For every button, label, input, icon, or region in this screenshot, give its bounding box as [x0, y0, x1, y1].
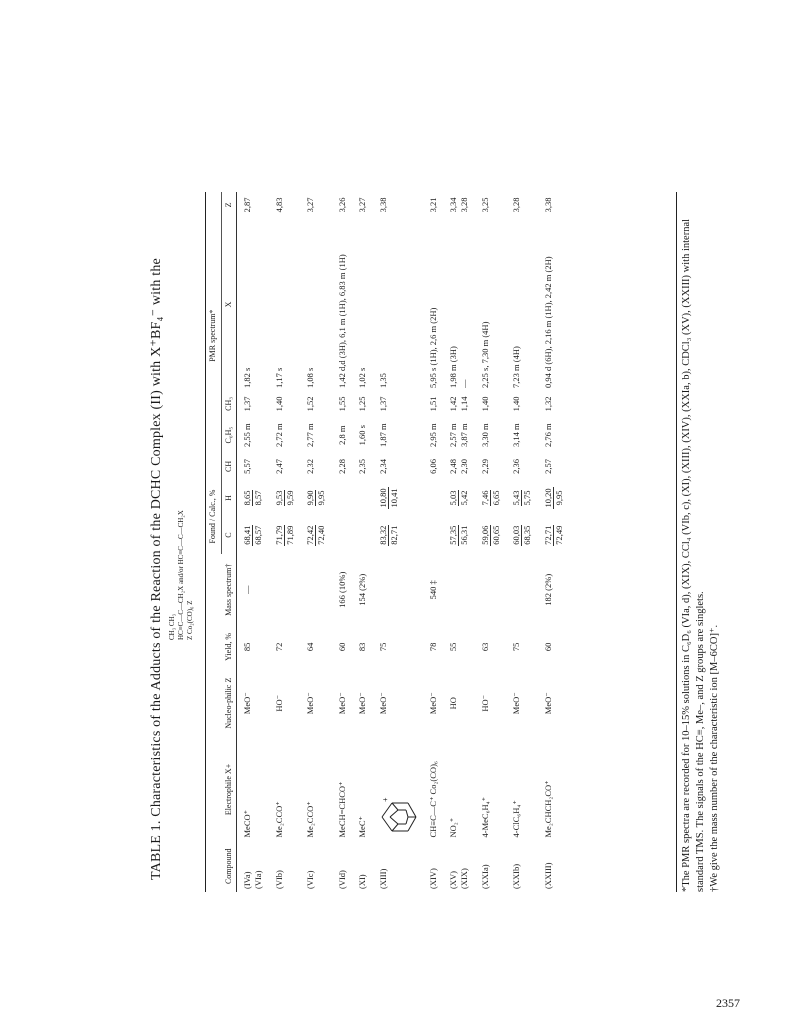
carbon-cell-found: 60,03: [511, 525, 521, 545]
electrophile-cell: MeC⁺: [357, 816, 367, 838]
electrophile-cell: Me₂CCO⁺: [305, 801, 315, 838]
compound-cell: (XV) (XIX): [448, 868, 469, 889]
data-table: [205, 192, 569, 892]
compound-cell: (XIV): [427, 868, 438, 889]
x-shift-cell: 1,98 m (3H) —: [448, 346, 469, 388]
compound-cell: (VId): [336, 870, 347, 889]
carbon-cell: [423, 517, 444, 554]
nucleophile-cell: MeO⁻: [357, 692, 367, 715]
carbon-cell-found: 72,42: [305, 525, 315, 545]
yield-cell: 78: [427, 642, 438, 652]
carbon-cell-calc: 71,89: [284, 525, 295, 545]
hydrogen-cell: [538, 479, 570, 516]
z-shift-cell: 2,87: [242, 197, 252, 213]
ch3-shift-cell: 1,40: [273, 396, 284, 412]
yield-cell: 55: [448, 642, 458, 652]
ch3-shift-cell: 1,51: [427, 396, 438, 412]
carbon-cell-found: 59,06: [479, 525, 490, 545]
hydrogen-cell-found: 5,03: [448, 490, 458, 506]
carbon-cell: [269, 517, 301, 554]
hydrogen-cell-calc: 9,95: [553, 490, 564, 506]
electrophile-cell: NO₂⁺: [448, 817, 458, 838]
header-H: H: [221, 479, 237, 516]
nucleophile-cell: HO⁻: [273, 694, 284, 712]
compound-cell: (XXIII): [542, 862, 553, 889]
header-CH: CH: [221, 454, 237, 480]
x-shift-cell: 1,17 s: [273, 367, 284, 388]
table-body: [237, 192, 570, 892]
table-row: [352, 192, 373, 892]
electrophile-cell: CH≡C—C⁺ Co₂(CO)₆: [427, 761, 438, 838]
header-C6H5: C₆H₅: [221, 417, 237, 454]
hydrogen-cell-found: 8,65: [242, 490, 252, 506]
footnote-pmr: *The PMR spectra are recorded for 10–15% solutions in C₆D₆ (VIa, d), (XIX), CCl₄ (VIb, c), (XI), (XIII), (XIV), (XXIa, b), CDCl₃ (XV), (XXIII) with internal standard TMS. The signals of the HC≡, Me–, and Z groups are singlets.: [681, 218, 706, 892]
hydrogen-cell-calc: 10,41: [388, 488, 399, 508]
carbon-cell-found: 72,71: [542, 525, 553, 545]
electrophile-cell: [373, 738, 423, 840]
electrophile-cell: Me₂CCO⁺: [273, 801, 284, 838]
c6h5-shift-cell: 1,87 m: [377, 423, 388, 447]
header-CH3: CH₃: [221, 391, 237, 417]
hydrogen-cell: [269, 479, 301, 516]
hydrogen-cell-found: 9,53: [273, 490, 284, 506]
ch3-shift-cell: 1,32: [542, 396, 553, 412]
ch-shift-cell: 2,36: [511, 459, 521, 474]
carbon-cell: [300, 517, 332, 554]
hydrogen-cell: [332, 479, 353, 516]
ch-shift-cell: 2,48 2,30: [448, 459, 469, 474]
ch-shift-cell: 5,57: [242, 459, 252, 474]
carbon-cell: [373, 517, 423, 554]
carbon-cell-found: 68,41: [242, 525, 252, 545]
hydrogen-cell: [506, 479, 538, 516]
carbon-cell: [237, 517, 269, 554]
hydrogen-cell: [475, 479, 507, 516]
c6h5-shift-cell: 2,77 m: [305, 423, 315, 447]
x-shift-cell: 0,94 d (6H), 2,16 m (1H), 2,42 m (2H): [542, 256, 553, 388]
carbon-cell: [475, 517, 507, 554]
compound-cell: (XXIb): [511, 863, 521, 889]
header-Z: Z: [221, 192, 237, 218]
formula-line-1: CH₃ CH₃: [168, 613, 176, 640]
mass-cell: 154 (2%): [357, 573, 367, 606]
nucleophile-cell: MeO⁻: [511, 692, 521, 715]
table-row: [332, 192, 353, 892]
z-shift-cell: 3,27: [305, 197, 315, 213]
hydrogen-cell-calc: 5,42: [459, 490, 469, 506]
yield-cell: 83: [357, 642, 367, 652]
hydrogen-cell-found: 10,20: [542, 488, 553, 508]
hydrogen-cell-found: 7,46: [479, 490, 490, 506]
header-nucleophile: Nucleo-philic Z: [206, 668, 237, 738]
table-row: [300, 192, 332, 892]
c6h5-shift-cell: 1,60 s: [357, 425, 367, 446]
x-shift-cell: 1,42 d,d (3H), 6,1 m (1H), 6,83 m (1H): [336, 254, 347, 388]
carbon-cell-calc: 72,49: [553, 525, 564, 545]
c6h5-shift-cell: 3,14 m: [511, 423, 521, 447]
yield-cell: 63: [479, 642, 490, 652]
footnote-rule: [676, 192, 677, 892]
yield-cell: 60: [336, 642, 347, 652]
yield-cell: 85: [242, 642, 252, 652]
ch-shift-cell: 2,29: [479, 459, 490, 474]
header-yield: Yield, %: [206, 626, 237, 668]
z-shift-cell: 3,21: [427, 197, 438, 213]
header-found-calc: Found / Calc., %: [206, 479, 222, 553]
carbon-cell-calc: 68,35: [522, 525, 532, 545]
structure-formula: [168, 510, 195, 640]
compound-cell: (XI): [357, 874, 367, 889]
c6h5-shift-cell: 2,55 m: [242, 423, 252, 447]
carbon-cell-found: 83,32: [377, 525, 388, 545]
z-shift-cell: 3,25: [479, 197, 490, 213]
table-row: [506, 192, 538, 892]
hydrogen-cell: [237, 479, 269, 516]
adamantyl-structure-icon: [378, 798, 418, 838]
x-shift-cell: 1,82 s: [242, 367, 252, 388]
x-shift-cell: 1,08 s: [305, 367, 315, 388]
x-shift-cell: 2,25 s, 7,30 m (4H): [479, 321, 490, 388]
mass-cell: [373, 554, 423, 626]
ch3-shift-cell: 1,55: [336, 396, 347, 412]
hydrogen-cell-calc: 5,75: [522, 490, 532, 506]
header-pmr: PMR spectrum*: [206, 192, 222, 479]
nucleophile-cell: HO⁻: [479, 694, 490, 712]
hydrogen-cell-calc: 9,95: [316, 490, 326, 506]
ch3-shift-cell: 1,42 1,14: [448, 396, 469, 412]
compound-cell: (VIc): [305, 870, 315, 889]
carbon-cell-calc: 60,65: [490, 525, 501, 545]
carbon-cell: [443, 517, 475, 554]
x-shift-cell: 7,23 m (4H): [511, 346, 521, 388]
table-row: [538, 192, 570, 892]
ch3-shift-cell: 1,40: [479, 396, 490, 412]
mass-cell: [443, 554, 475, 626]
formula-line-3: Z Co₂(CO)₆ Z: [186, 600, 194, 640]
footnotes: [680, 192, 722, 892]
x-shift-cell: 5,95 s (1H), 2,6 m (2H): [427, 307, 438, 388]
ch-shift-cell: 2,57: [542, 459, 553, 474]
z-shift-cell: 3,34 3,28: [448, 197, 469, 213]
hydrogen-cell-calc: 8,57: [253, 490, 263, 506]
table-row: [269, 192, 301, 892]
c6h5-shift-cell: 2,72 m: [273, 423, 284, 447]
hydrogen-cell: [443, 479, 475, 516]
page-number: 2357: [716, 996, 740, 1010]
footnote-mass: †We give the mass number of the characteristic ion [M–6CO]⁺.: [709, 624, 720, 892]
formula-line-2: HC≡C—C—CH₂X and/or HC≡C—C—CH₂X: [177, 510, 185, 640]
mass-cell: —: [242, 585, 252, 595]
mass-cell: 182 (2%): [542, 573, 553, 606]
compound-cell: (XXIa): [479, 864, 490, 889]
mass-cell: [269, 554, 301, 626]
yield-cell: 60: [542, 642, 553, 652]
ch-shift-cell: 2,32: [305, 459, 315, 474]
z-shift-cell: 3,38: [377, 197, 388, 213]
ch3-shift-cell: 1,40: [511, 396, 521, 412]
nucleophile-cell: MeO⁻: [377, 692, 388, 715]
ch-shift-cell: 2,28: [336, 459, 347, 474]
compound-cell: (VIb): [273, 870, 284, 889]
header-X: X: [221, 218, 237, 391]
header-electrophile: Electrophile X+: [206, 738, 237, 840]
carbon-cell-calc: 72,40: [316, 525, 326, 545]
mass-cell: [300, 554, 332, 626]
carbon-cell-calc: 68,57: [253, 525, 263, 545]
mass-cell: [506, 554, 538, 626]
hydrogen-cell: [352, 479, 373, 516]
ch3-shift-cell: 1,52: [305, 396, 315, 412]
carbon-cell: [538, 517, 570, 554]
carbon-cell-found: 71,79: [273, 525, 284, 545]
header-mass: Mass spectrum†: [206, 554, 237, 626]
hydrogen-cell: [373, 479, 423, 516]
table-row: [423, 192, 444, 892]
carbon-cell-calc: 82,71: [388, 525, 399, 545]
ch-shift-cell: 2,35: [357, 459, 367, 474]
ch-shift-cell: 2,34: [377, 459, 388, 474]
hydrogen-cell: [300, 479, 332, 516]
carbon-cell-found: 57,35: [448, 525, 458, 545]
hydrogen-cell-found: 10,80: [377, 488, 388, 508]
nucleophile-cell: MeO⁻: [542, 692, 553, 715]
electrophile-cell: 4-MeC₆H₄⁺: [479, 796, 490, 838]
c6h5-shift-cell: 3,30 m: [479, 423, 490, 447]
ch-shift-cell: 6,06: [427, 459, 438, 474]
yield-cell: 75: [377, 642, 388, 652]
hydrogen-cell-found: 9,90: [305, 490, 315, 506]
mass-cell: 540 ‡: [427, 580, 438, 600]
table-title: TABLE 1. Characteristics of the Adducts of the Reaction of the DCHC Complex (II) with X⁺BF₄⁻ with the: [149, 258, 164, 880]
ch3-shift-cell: 1,25: [357, 396, 367, 412]
hydrogen-cell-found: 5,43: [511, 490, 521, 506]
nucleophile-cell: MeO⁻: [336, 692, 347, 715]
carbon-cell-calc: 56,31: [459, 525, 469, 545]
z-shift-cell: 3,38: [542, 197, 553, 213]
ch3-shift-cell: 1,37: [242, 396, 252, 412]
c6h5-shift-cell: 2,76 m: [542, 423, 553, 447]
x-shift-cell: 1,35: [377, 373, 388, 388]
c6h5-shift-cell: 2,8 m: [336, 425, 347, 445]
table-row: [373, 192, 423, 892]
yield-cell: 64: [305, 642, 315, 652]
z-shift-cell: 4,83: [273, 197, 284, 213]
carbon-cell: [332, 517, 353, 554]
z-shift-cell: 3,28: [511, 197, 521, 213]
hydrogen-cell-calc: 9,59: [284, 490, 295, 506]
c6h5-shift-cell: 2,95 m: [427, 423, 438, 447]
electrophile-cell: MeCO⁺: [242, 809, 252, 838]
hydrogen-cell-calc: 6,65: [490, 490, 501, 506]
table-row: [443, 192, 475, 892]
rotated-table-page: [130, 180, 790, 900]
ch3-shift-cell: 1,37: [377, 396, 388, 412]
yield-cell: 75: [511, 642, 521, 652]
header-compound: Compound: [206, 841, 237, 893]
table-row: [237, 192, 269, 892]
compound-cell: (XIII): [377, 868, 388, 889]
hydrogen-cell: [423, 479, 444, 516]
nucleophile-cell: MeO⁻: [305, 692, 315, 715]
carbon-cell: [506, 517, 538, 554]
compound-cell: (IVa) (VIa): [242, 870, 263, 889]
nucleophile-cell: HO: [448, 697, 458, 710]
nucleophile-cell: MeO⁻: [242, 692, 252, 715]
mass-cell: 166 (10%): [336, 571, 347, 608]
electrophile-cell: 4-ClC₆H₄⁺: [511, 800, 521, 838]
carbon-cell: [352, 517, 373, 554]
ch-shift-cell: 2,47: [273, 459, 284, 474]
z-shift-cell: 3,27: [357, 197, 367, 213]
electrophile-cell: MeCH=CHCO⁺: [336, 781, 347, 838]
mass-cell: [475, 554, 507, 626]
header-C: C: [221, 517, 237, 554]
svg-text:+: +: [380, 797, 390, 803]
x-shift-cell: 1,02 s: [357, 367, 367, 388]
electrophile-cell: Me₂CHCH₂CO⁺: [542, 780, 553, 838]
yield-cell: 72: [273, 642, 284, 652]
z-shift-cell: 3,26: [336, 197, 347, 213]
nucleophile-cell: MeO⁻: [427, 692, 438, 715]
c6h5-shift-cell: 2,57 m 3,87 m: [448, 423, 469, 447]
table-row: [475, 192, 507, 892]
